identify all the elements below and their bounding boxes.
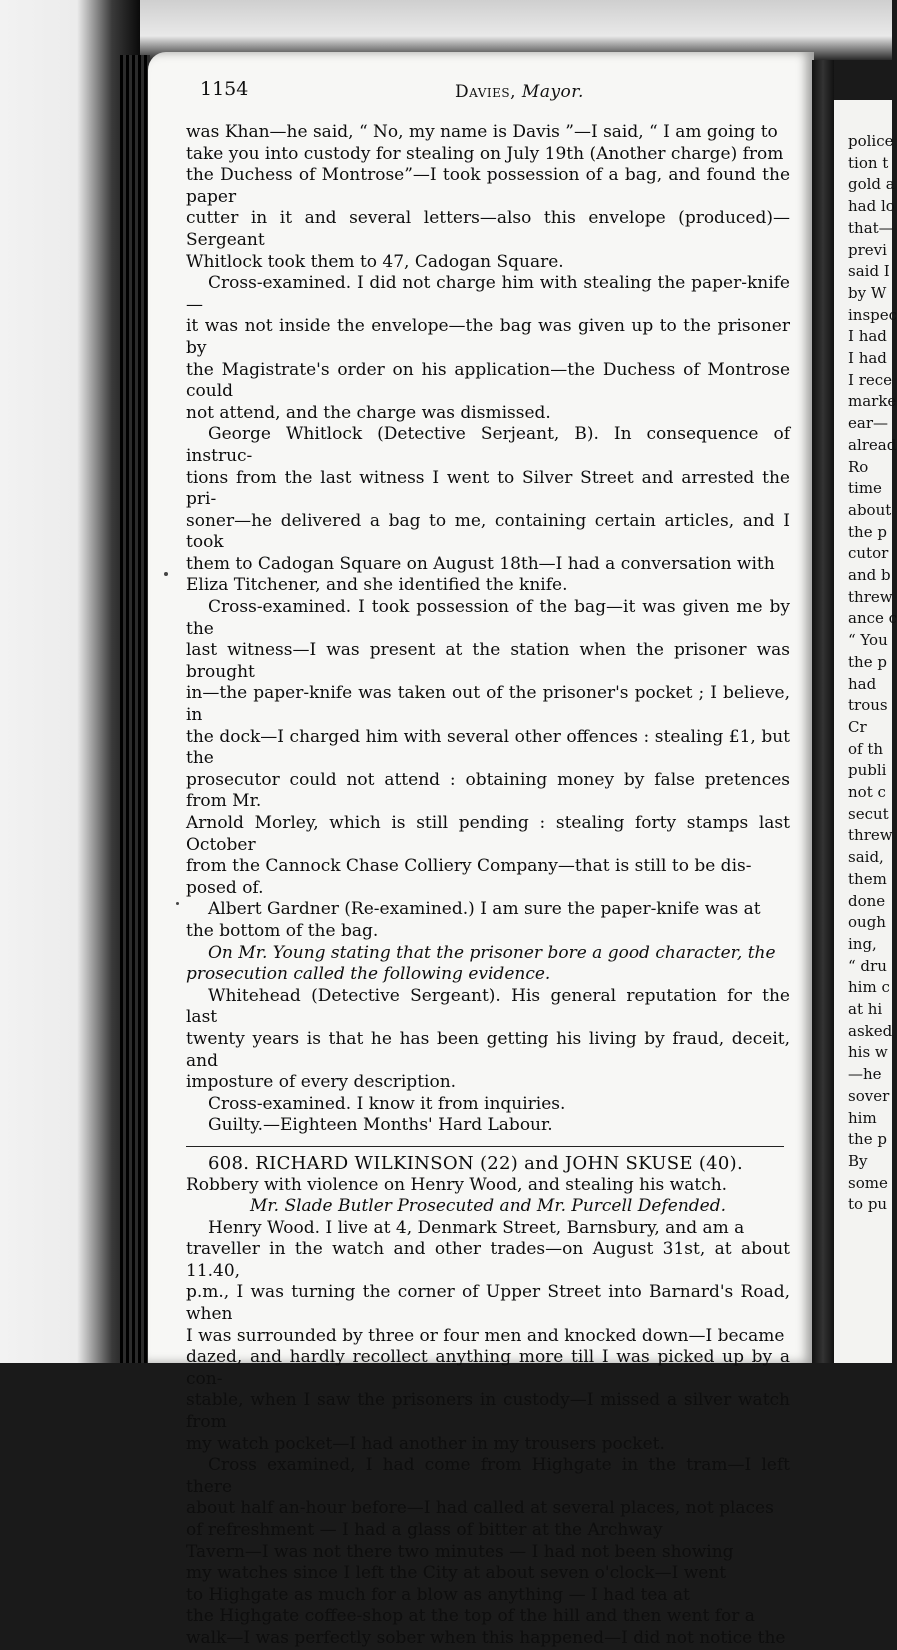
facing-page-line: by W [848,283,887,302]
facing-page-line: threw [848,826,893,845]
facing-page-line: Cr [848,717,867,736]
facing-page-line: the p [848,1130,887,1149]
case-heading: 608. RICHARD WILKINSON (22) and JOHN SKUSE (40). [208,1152,744,1174]
running-head-name: Davies, [455,82,516,102]
facing-page-line: his w [848,1043,888,1062]
page-number: 1154 [200,78,249,100]
text-line: Cross-examined. I did not charge him with stealing the paper-knife— [186,273,790,315]
text-line: Albert Gardner (Re-examined.) I am sure the paper-knife was at [208,899,761,920]
facing-page-line: and b [848,566,891,584]
facing-page-line: threw [848,587,893,606]
facing-page-line: done [848,891,886,910]
facing-page-line: about [848,500,892,519]
text-line: not attend, and the charge was dismissed. [186,402,551,423]
text-line: posed of. [186,877,264,898]
facing-page-line: not c [848,783,886,801]
text-line: cutter in it and several letters—also this envelope (produced)—Sergeant [186,208,790,250]
text-line: in—the paper-knife was taken out of the prisoner's pocket ; I believe, in [186,683,790,726]
text-line: Cross-examined. I took possession of the bag—it was given me by the [186,597,790,639]
facing-page-line: cutor [848,544,889,563]
text-line: Tavern—I was not there two minutes — I had not been showing [186,1541,734,1562]
facing-page-line: had lo [848,197,895,216]
text-line: the Highgate coffee-shop at the top of the hill and then went for a [186,1606,755,1627]
text-line: Whitlock took them to 47, Cadogan Square. [186,251,564,272]
facing-page-line: him c [848,978,890,997]
facing-page-line: ing, [848,934,877,953]
facing-page-line: By [848,1151,868,1170]
facing-page-line: sover [848,1086,890,1105]
verdict-line: Guilty.—Eighteen Months' Hard Labour. [208,1115,553,1136]
facing-page-line: the p [848,652,887,671]
text-line: my watches since I left the City at about seven o'clock—I went [186,1563,727,1584]
text-line: the Duchess of Montrose”—I took possession of a bag, and found the paper [186,165,790,207]
text-line: prosecutor could not attend : obtaining money by false pretences from Mr. [186,769,790,812]
text-line: Arnold Morley, which is still pending : stealing forty stamps last October [186,813,790,855]
running-head [455,82,584,102]
text-line: walk—I was perfectly sober when this happened—I did not notice the [186,1627,786,1648]
facing-page-line: said I [848,262,890,281]
margin-speck [176,902,179,905]
facing-page-line: time [848,479,882,498]
text-line: was Khan—he said, “ No, my name is Davis ”—I said, “ I am going to [186,122,778,142]
book-gutter [812,60,834,1363]
margin-speck [164,572,168,576]
page-header [200,78,780,104]
text-line: of refreshment — I had a glass of bitter at the Archway [186,1520,663,1540]
facing-page-line: inspec [848,305,897,324]
text-line: imposture of every description. [186,1072,457,1093]
text-line: I was surrounded by three or four men and knocked down—I became [186,1325,785,1346]
facing-page-line: —he [848,1065,882,1084]
text-line: Whitehead (Detective Sergeant). His general reputation for the last [186,985,790,1028]
text-line: from the Cannock Chase Colliery Company—that is still to be dis- [186,856,752,877]
facing-page-line: police [848,132,894,150]
text-line: Henry Wood. I live at 4, Denmark Street, Barnsbury, and am a [208,1217,745,1238]
text-line: the dock—I charged him with several other offences : stealing £1, but the [186,726,790,769]
text-line: dazed, and hardly recollect anything more till I was picked up by a con- [186,1347,790,1389]
facing-page-line: had [848,674,877,693]
facing-page-line: secut [848,804,889,823]
text-line: the bottom of the bag. [186,920,379,941]
facing-page-line: previ [848,240,887,259]
text-line: soner—he delivered a bag to me, containing certain articles, and I took [186,510,790,553]
text-line: them to Cadogan Square on August 18th—I had a conversation with [186,553,775,574]
text-line: traveller in the watch and other trades—on August 31st, at about 11.40, [186,1239,790,1281]
facing-page-line: to pu [848,1195,888,1214]
facing-page-line: “ dru [848,956,887,975]
text-line: twenty years is that he has been getting his living by fraud, deceit, and [186,1028,790,1071]
facing-page-line: some [848,1173,888,1192]
text-line: tions from the last witness I went to Silver Street and arrested the pri- [186,467,790,510]
facing-page-line: trous [848,696,888,715]
facing-page-line: ough [848,913,886,932]
text-line: p.m., I was turning the corner of Upper Street into Barnard's Road, when [186,1282,790,1325]
facing-page-fragment [834,100,897,1363]
text-line: prosecution called the following evidence. [186,964,551,985]
text-line: it was not inside the envelope—the bag was given up to the prisoner by [186,316,790,358]
facing-page-line: said, [848,848,884,867]
text-line: Robbery with violence on Henry Wood, and stealing his watch. [186,1174,728,1195]
running-head-office: Mayor. [521,82,584,102]
scan-left-margin [0,0,140,1363]
facing-page-line: the p [848,522,887,541]
text-line: George Whitlock (Detective Serjeant, B). In consequence of instruc- [186,424,790,466]
facing-page-line: of th [848,739,884,758]
facing-page-line: tion t [848,153,889,172]
facing-page-line: ance c [848,609,897,628]
facing-page-line: them [848,869,887,888]
text-line: about half an-hour before—I had called at several places, not places [186,1498,774,1519]
text-line: my watch pocket—I had another in my trousers pocket. [186,1433,665,1454]
facing-page-line: asked [848,1021,893,1040]
facing-page-line: I had [848,349,887,367]
text-line: Cross examined, I had come from Highgate in the tram—I left there [186,1455,790,1497]
facing-page-line: I rece [848,370,893,389]
text-line: stable, when I saw the prisoners in custody—I missed a silver watch from [186,1390,790,1433]
facing-page-line: at hi [848,1000,883,1018]
facing-page-line: him [848,1108,877,1127]
text-line: take you into custody for stealing on July 19th (Another charge) from [186,143,784,164]
section-divider [186,1146,784,1147]
facing-page-line: I had [848,327,887,346]
text-line: last witness—I was present at the station when the prisoner was brought [186,640,790,682]
facing-page-line: marke [848,392,897,411]
text-line: Cross-examined. I know it from inquiries. [208,1093,566,1114]
facing-page-line: ear— [848,414,888,433]
page-body [186,122,790,1650]
text-line: to Highgate as much for a blow as anything — I had tea at [186,1584,690,1605]
book-spine [120,55,150,1363]
facing-page-line: publi [848,761,887,780]
facing-page-line: that— [848,218,894,237]
text-line: On Mr. Young stating that the prisoner bore a good character, the [208,942,776,963]
text-line: Eliza Titchener, and she identified the knife. [186,575,568,596]
facing-page-line: alread [848,435,897,454]
facing-page-line: Ro [848,457,869,476]
facing-page-line: “ You [848,631,888,650]
facing-page-line: gold a [848,175,895,194]
counsel-line: Mr. Slade Butler Prosecuted and Mr. Purcell Defended. [249,1196,726,1217]
text-line: the Magistrate's order on his application—the Duchess of Montrose could [186,359,790,402]
